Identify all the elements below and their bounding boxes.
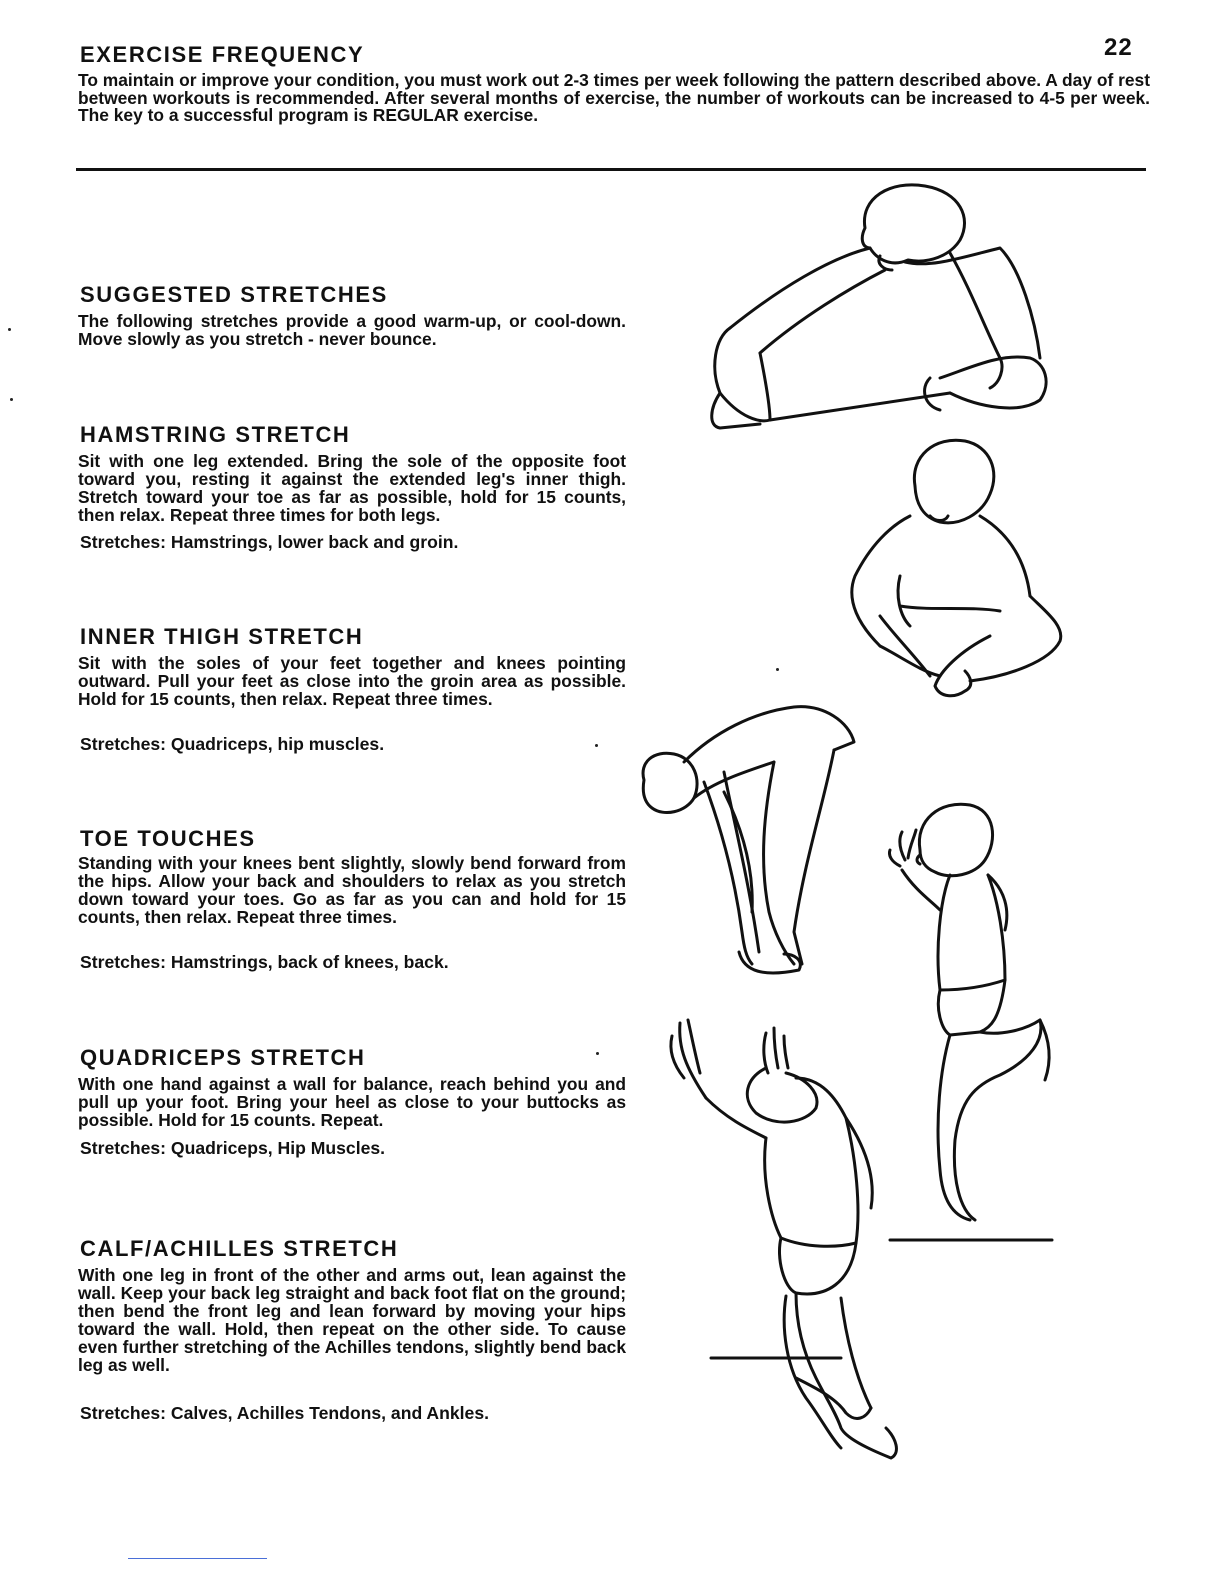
quadriceps-stretch-heading: QUADRICEPS STRETCH [80, 1045, 366, 1070]
scan-speck [10, 398, 13, 401]
hamstring-stretch-targets: Stretches: Hamstrings, lower back and groin. [80, 532, 459, 552]
hamstring-stretch-text: Sit with one leg extended. Bring the sole of the opposite foot toward you, resting it against the extended leg's inner thigh. Stretch toward your toe as far as possible, hold for 15 counts, then relax. Repeat three times for both legs. [78, 451, 626, 525]
calf-achilles-stretch-targets: Stretches: Calves, Achilles Tendons, and Ankles. [80, 1403, 490, 1423]
quadriceps-stretch-targets: Stretches: Quadriceps, Hip Muscles. [80, 1138, 386, 1158]
toe-touch-illustration [634, 702, 864, 977]
footer-rule [128, 1558, 267, 1559]
exercise-frequency-text: To maintain or improve your condition, you must work out 2-3 times per week following the pattern described above. A day of rest between workouts is recommended. After several months of exercise, the number of workouts can be increased to 4-5 per week. The key to a successful program is REGULAR exercise. [78, 70, 1150, 125]
scan-speck [596, 1052, 599, 1055]
toe-touches-text: Standing with your knees bent slightly, slowly bend forward from the hips. Allow your back and shoulders to relax as you stretch down toward your toes. Go as far as you can and hold for 15 counts, then relax. Repeat three times. [78, 853, 626, 927]
calf-achilles-stretch-illustration [666, 1018, 916, 1468]
inner-thigh-stretch-heading: INNER THIGH STRETCH [80, 624, 364, 649]
toe-touches-heading: TOE TOUCHES [80, 826, 256, 851]
section-divider [76, 168, 1146, 171]
calf-achilles-stretch-heading: CALF/ACHILLES STRETCH [80, 1236, 399, 1261]
hamstring-stretch-illustration [700, 178, 1060, 433]
page-number: 22 [1104, 34, 1133, 61]
exercise-frequency-heading: EXERCISE FREQUENCY [80, 42, 365, 67]
inner-thigh-stretch-illustration [840, 436, 1070, 711]
calf-achilles-stretch-text: With one leg in front of the other and arms out, lean against the wall. Keep your back leg straight and back foot flat on the ground; then bend the front leg and lean forward by moving your hips toward the wall. Hold, then repeat on the other side. To cause even further stretching of the Achilles tendons, slightly bend back leg as well. [78, 1265, 626, 1375]
hamstring-stretch-heading: HAMSTRING STRETCH [80, 422, 351, 447]
scan-speck [8, 328, 11, 331]
scan-speck [776, 668, 779, 671]
quadriceps-stretch-text: With one hand against a wall for balance, reach behind you and pull up your foot. Bring your heel as close to your buttocks as possible. Hold for 15 counts. Repeat. [78, 1074, 626, 1130]
scan-speck [595, 744, 598, 747]
inner-thigh-stretch-text: Sit with the soles of your feet together and knees pointing outward. Pull your feet as close into the groin area as possible. Hold for 15 counts, then relax. Repeat three times. [78, 653, 626, 709]
toe-touches-targets: Stretches: Hamstrings, back of knees, back. [80, 952, 449, 972]
suggested-stretches-text: The following stretches provide a good warm-up, or cool-down. Move slowly as you stretch - never bounce. [78, 311, 626, 349]
suggested-stretches-heading: SUGGESTED STRETCHES [80, 282, 388, 307]
inner-thigh-stretch-targets: Stretches: Quadriceps, hip muscles. [80, 734, 385, 754]
